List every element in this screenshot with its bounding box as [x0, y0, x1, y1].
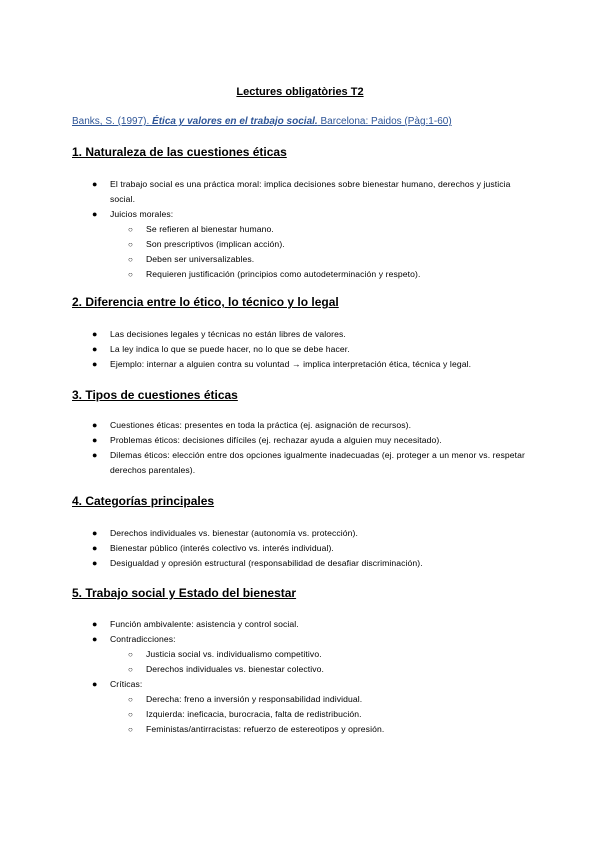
bullet-icon: ● — [92, 344, 98, 354]
list-item-text: Bienestar público (interés colectivo vs. interés individual). — [110, 543, 334, 553]
section-4-list — [0, 526, 600, 571]
list-item-text: El trabajo social es una práctica moral: implica decisiones sobre bienestar humano, derechos y justicia social. — [110, 179, 511, 204]
section-heading-3: 3. Tipos de cuestiones éticas — [72, 388, 238, 402]
sub-list-item — [0, 662, 530, 677]
list-item-text: Problemas éticos: decisiones difíciles (ej. rechazar ayuda a alguien muy necesitado). — [110, 435, 442, 445]
list-item-text: Deben ser universalizables. — [146, 254, 255, 264]
section-heading-5: 5. Trabajo social y Estado del bienestar — [72, 586, 297, 600]
sub-list-item — [0, 252, 530, 267]
bullet-icon: ● — [92, 634, 98, 644]
page-title: Lectures obligatòries T2 — [236, 86, 364, 98]
section-heading-4: 4. Categorías principales — [72, 494, 215, 508]
list-item — [0, 617, 530, 632]
list-item-text: Desigualdad y opresión estructural (responsabilidad de desafiar discriminación). — [110, 558, 423, 568]
list-item — [0, 632, 530, 647]
list-item-text: Feministas/antirracistas: refuerzo de estereotipos y opresión. — [146, 724, 385, 734]
bullet-icon: ● — [92, 359, 98, 369]
section-5-list — [0, 617, 600, 737]
bullet-icon: ● — [92, 679, 98, 689]
list-item-text: Justicia social vs. individualismo competitivo. — [146, 649, 322, 659]
hollow-bullet-icon: ○ — [128, 255, 133, 264]
list-item — [0, 207, 530, 222]
hollow-bullet-icon: ○ — [128, 710, 133, 719]
list-item — [0, 541, 530, 556]
sub-list-item — [0, 692, 530, 707]
bibliographic-reference[interactable] — [72, 116, 452, 127]
list-item-text: Contradicciones: — [110, 634, 176, 644]
bullet-icon: ● — [92, 543, 98, 553]
list-item-text: Ejemplo: internar a alguien contra su voluntad → implica interpretación ética, técnica y legal. — [110, 359, 472, 369]
sub-list-item — [0, 267, 530, 282]
sub-list-item — [0, 237, 530, 252]
hollow-bullet-icon: ○ — [128, 725, 133, 734]
list-item — [0, 448, 530, 478]
list-item-text: Requieren justificación (principios como autodeterminación y respeto). — [146, 269, 421, 279]
list-item-text: Las decisiones legales y técnicas no están libres de valores. — [110, 329, 346, 339]
list-item-text: Críticas: — [110, 679, 143, 689]
list-item-text: Dilemas éticos: elección entre dos opciones igualmente inadecuadas (ej. proteger a un menor vs. respetar derechos parentales). — [110, 450, 526, 475]
list-item — [0, 357, 530, 372]
sub-list-item — [0, 707, 530, 722]
bullet-icon: ● — [92, 619, 98, 629]
list-item — [0, 342, 530, 357]
list-item-text: Función ambivalente: asistencia y control social. — [110, 619, 299, 629]
hollow-bullet-icon: ○ — [128, 240, 133, 249]
reference-publisher: Barcelona: Paidos (Pàg:1-60) — [317, 116, 452, 127]
list-item-text: Derechos individuales vs. bienestar colectivo. — [146, 664, 324, 674]
bullet-icon: ● — [92, 558, 98, 568]
section-1-list — [0, 177, 600, 282]
list-item — [0, 418, 530, 433]
bullet-icon: ● — [92, 209, 98, 219]
section-heading-2: 2. Diferencia entre lo ético, lo técnico y lo legal — [72, 295, 339, 309]
list-item-text: La ley indica lo que se puede hacer, no lo que se debe hacer. — [110, 344, 350, 354]
list-item-text: Juicios morales: — [110, 209, 174, 219]
reference-title: Ética y valores en el trabajo social. — [152, 116, 318, 127]
list-item-text: Derechos individuales vs. bienestar (autonomía vs. protección). — [110, 528, 358, 538]
list-item — [0, 327, 530, 342]
sub-list-item — [0, 722, 530, 737]
list-item-text: Izquierda: ineficacia, burocracia, falta de redistribución. — [146, 709, 362, 719]
list-item — [0, 526, 530, 541]
section-2-list — [0, 327, 600, 372]
hollow-bullet-icon: ○ — [128, 650, 133, 659]
bullet-icon: ● — [92, 528, 98, 538]
sub-list-item — [0, 647, 530, 662]
bullet-icon: ● — [92, 329, 98, 339]
hollow-bullet-icon: ○ — [128, 665, 133, 674]
hollow-bullet-icon: ○ — [128, 695, 133, 704]
list-item-text: Son prescriptivos (implican acción). — [146, 239, 285, 249]
list-item-text: Cuestiones éticas: presentes en toda la práctica (ej. asignación de recursos). — [110, 420, 412, 430]
reference-authors: Banks, S. (1997). — [72, 116, 153, 127]
bullet-icon: ● — [92, 450, 98, 460]
list-item — [0, 677, 530, 692]
list-item-text: Derecha: freno a inversión y responsabilidad individual. — [146, 694, 363, 704]
hollow-bullet-icon: ○ — [128, 270, 133, 279]
list-item — [0, 556, 530, 571]
section-heading-1: 1. Naturaleza de las cuestiones éticas — [72, 145, 287, 159]
list-item — [0, 433, 530, 448]
list-item-text: Se refieren al bienestar humano. — [146, 224, 274, 234]
bullet-icon: ● — [92, 179, 98, 189]
list-item — [0, 177, 530, 207]
bullet-icon: ● — [92, 435, 98, 445]
bullet-icon: ● — [92, 420, 98, 430]
hollow-bullet-icon: ○ — [128, 225, 133, 234]
section-3-list — [0, 418, 600, 478]
sub-list-item — [0, 222, 530, 237]
